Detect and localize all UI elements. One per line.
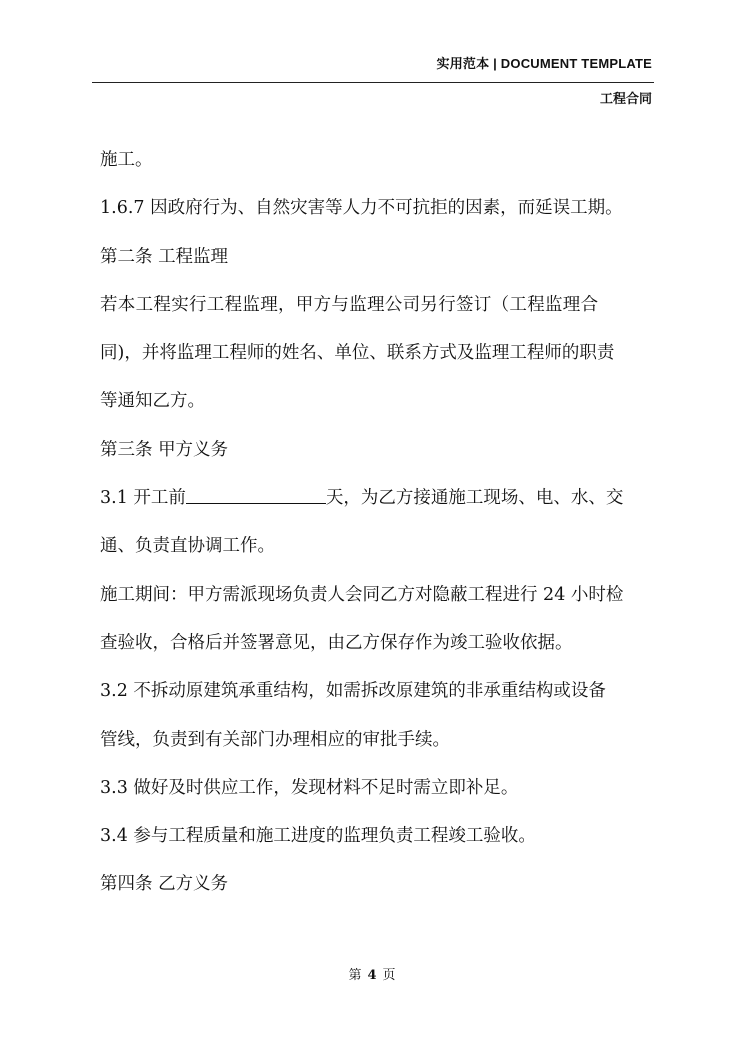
paragraph-line: 同)，并将监理工程师的姓名、单位、联系方式及监理工程师的职责 xyxy=(100,343,615,364)
paragraph-line: 施工。 xyxy=(100,150,153,170)
page-label-suffix: 页 xyxy=(382,968,396,983)
clause-3-1-prefix: 3.1 开工前 xyxy=(100,488,186,509)
section-heading-article-4: 第四条 乙方义务 xyxy=(100,874,229,895)
paragraph-line: 等通知乙方。 xyxy=(100,391,205,412)
page-number: 4 xyxy=(367,968,377,983)
clause-3-2: 3.2 不拆动原建筑承重结构，如需拆改原建筑的非承重结构或设备 xyxy=(100,681,606,702)
header-divider xyxy=(92,82,654,83)
section-heading-article-3: 第三条 甲方义务 xyxy=(100,439,229,460)
header-subtitle: 工程合同 xyxy=(599,91,652,106)
paragraph-line: 查验收，合格后并签署意见，由乙方保存作为竣工验收依据。 xyxy=(100,632,573,653)
clause-3-1 xyxy=(100,474,656,522)
clause-1-6-7: 1.6.7 因政府行为、自然灾害等人力不可抗拒的因素，而延误工期。 xyxy=(100,198,623,219)
clause-3-1-suffix: 天，为乙方接通施工现场、电、水、交 xyxy=(325,488,624,509)
clause-3-3: 3.3 做好及时供应工作，发现材料不足时需立即补足。 xyxy=(100,777,519,798)
paragraph-line: 施工期间：甲方需派现场负责人会同乙方对隐蔽工程进行 24 小时检 xyxy=(100,584,624,605)
paragraph-line: 若本工程实行工程监理，甲方与监理公司另行签订（工程监理合 xyxy=(100,294,599,315)
document-body xyxy=(100,136,656,909)
clause-3-4: 3.4 参与工程质量和施工进度的监理负责工程竣工验收。 xyxy=(100,826,536,847)
paragraph-line: 通、负责直协调工作。 xyxy=(100,536,275,557)
paragraph-line: 管线，负责到有关部门办理相应的审批手续。 xyxy=(100,729,450,750)
page-label-prefix: 第 xyxy=(348,968,362,983)
page-footer xyxy=(0,964,744,983)
section-heading-article-2: 第二条 工程监理 xyxy=(100,246,229,267)
fill-in-blank[interactable] xyxy=(186,483,326,504)
header-title: 实用范本 | DOCUMENT TEMPLATE xyxy=(436,56,652,71)
